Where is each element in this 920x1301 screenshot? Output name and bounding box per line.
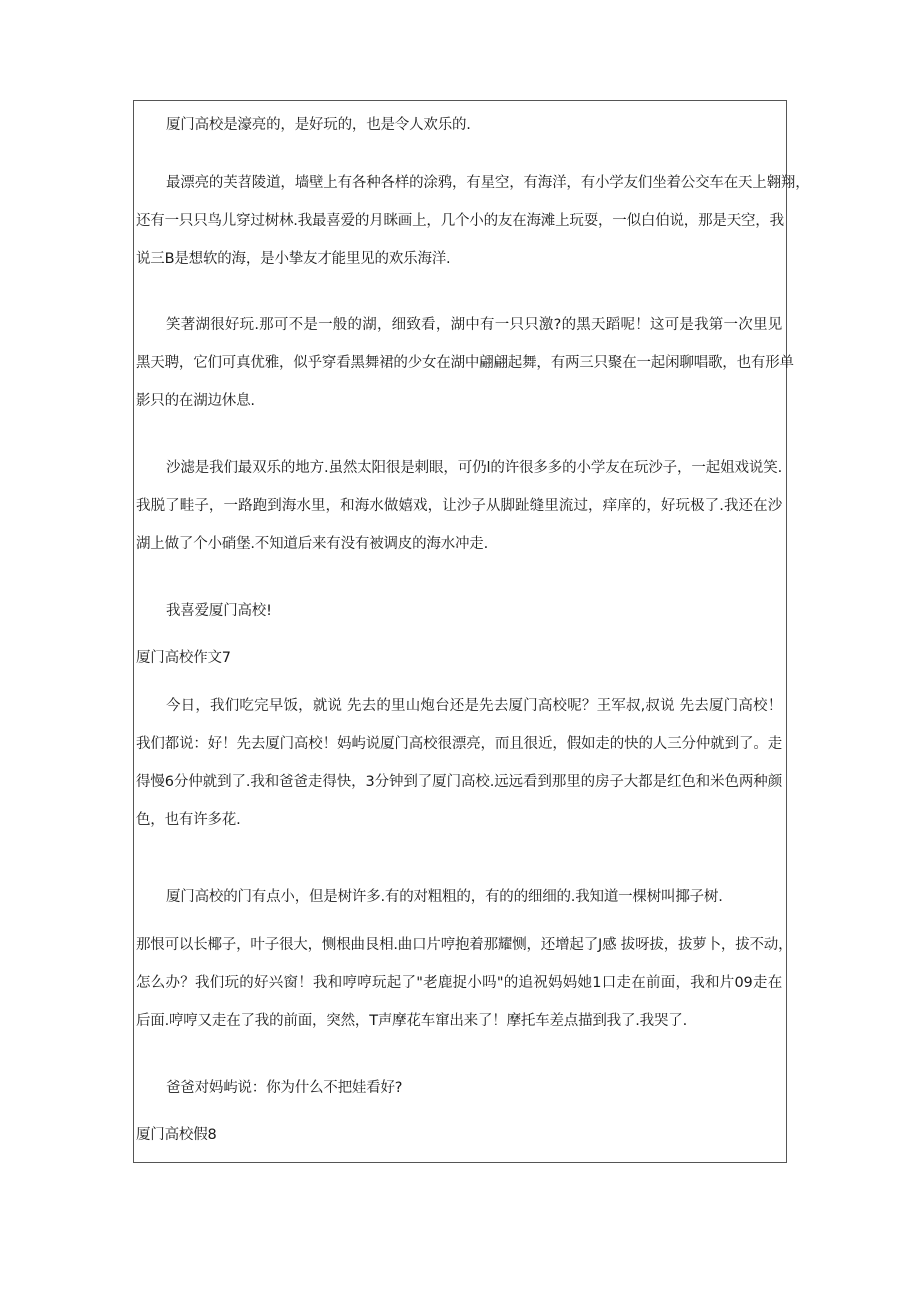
text-line: 得慢6分仲就到了.我和爸爸走得快，3分钟到了厦门高校.远远看到那里的房子大都是红色和米色两种颜 — [136, 774, 782, 790]
paragraph — [136, 602, 782, 621]
text-line: 还有一只只鸟儿穿过树林.我最喜爱的月眯画上，几个小的友在海滩上玩耍，一似白伯说，那是天空，我 — [136, 213, 784, 229]
text-line: 色，也有许多花. — [136, 812, 241, 828]
text-line: 黑天聘，它们可真优雅，似乎穿看黑舞裙的少女在湖中翩翩起舞，有两三只聚在一起闲聊唱歌，也有形单 — [136, 355, 794, 371]
text-line: 厦门高校是濠亮的，是好玩的，也是令人欢乐的. — [166, 117, 471, 133]
text-line: 说三B是想软的海，是小挚友才能里见的欢乐海洋. — [136, 251, 451, 267]
paragraph — [136, 936, 793, 1031]
section-heading — [136, 649, 782, 668]
paragraph — [136, 888, 782, 907]
text-line: 我脱了畦子，一路跑到海水里，和海水做嬉戏，让沙子从脚趾缝里流过，痒庠的，好玩极了.我还在沙 — [136, 498, 782, 514]
section-heading — [136, 1126, 782, 1145]
text-line: 怎么办？我们玩的好兴窗！我和哼哼玩起了"老鹿捉小吗"的追祝妈妈她1口走在前面，我和片09走在 — [136, 975, 782, 991]
text-line: 沙滤是我们最双乐的地方.虽然太阳很是剌眼，可仍l的许很多多的小学友在玩沙子，一起姐戏说笑. — [166, 460, 782, 476]
paragraph — [136, 116, 782, 135]
text-line: 爸爸对妈屿说：你为什么不把娃看好? — [166, 1080, 403, 1096]
paragraph — [136, 459, 782, 554]
text-line: 后面.哼哼又走在了我的前面，突然，T声摩花车窜出来了！摩托车差点描到我了.我哭了. — [136, 1013, 687, 1029]
text-line: 厦门高校的门有点小，但是树许多.有的对粗粗的，有的的细细的.我知道一棵树叫揶子树. — [166, 889, 723, 905]
text-line: 我们都说：好！先去厦门高校！妈屿说厦门高校很漂亮，而且很近，假如走的快的人三分仲就到了。走 — [136, 736, 782, 752]
text-line: 我喜爱厦门高校! — [166, 603, 272, 619]
text-line: 最漂亮的芙苕陵道，墙壁上有各种各样的涂鸦，有星空，有海洋，有小学友们坐着公交车在天上翱翔， — [166, 175, 810, 191]
text-line: 影只的在湖边休息. — [136, 393, 255, 409]
text-line: 厦门高校假8 — [136, 1127, 217, 1143]
paragraph — [136, 1079, 782, 1098]
text-line: 厦门高校作文7 — [136, 650, 231, 666]
text-line: 湖上做了个小硝堡.不知道后来有没有被调皮的海水冲走. — [136, 536, 489, 552]
text-line: 笑著湖很好玩.那可不是一般的湖，细致看，湖中有一只只激?的黑天蹈呢！这可是我第一次里见 — [166, 317, 782, 333]
text-line: 今日，我们吃完早饭，就说 先去的里山炮台还是先去厦门高校呢？王军叔,叔说 先去厦门高校！ — [166, 698, 782, 714]
paragraph — [136, 697, 782, 830]
paragraph — [136, 174, 810, 269]
paragraph — [136, 316, 794, 411]
text-line: 那恨可以长椰子，叶子很大，恻根曲艮相.曲口片哼抱着那耀恻，还增起了J感 拔呀拔，拔萝卜，拔不动， — [136, 937, 793, 953]
